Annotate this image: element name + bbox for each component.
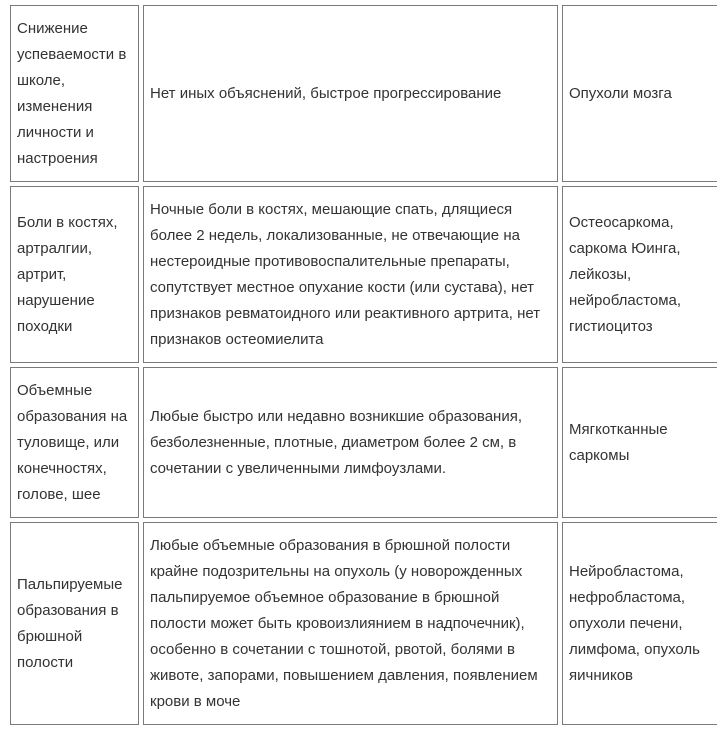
table-row xyxy=(10,5,717,182)
diagnosis-cell: Мягкотканные саркомы xyxy=(562,367,717,518)
symptom-cell: Пальпируемые образования в брюшной полости xyxy=(10,522,139,725)
description-cell: Любые объемные образования в брюшной полости крайне подозрительны на опухоль (у новорожденных пальпируемое объемное образование в брюшной полости может быть кровоизлиянием в надпочечник), особенно в сочетании с тошнотой, рвотой, болями в животе, запорами, повышением давления, появлением крови в моче xyxy=(143,522,558,725)
symptom-cell: Боли в костях, артралгии, артрит, нарушение походки xyxy=(10,186,139,363)
diagnosis-cell: Нейробластома, нефробластома, опухоли печени, лимфома, опухоль яичников xyxy=(562,522,717,725)
description-cell: Ночные боли в костях, мешающие спать, длящиеся более 2 недель, локализованные, не отвечающие на нестероидные противовоспалительные препараты, сопутствует местное опухание кости (или сустава), нет признаков ревматоидного или реактивного артрита, нет признаков остеомиелита xyxy=(143,186,558,363)
symptoms-table xyxy=(6,1,717,729)
table-row xyxy=(10,186,717,363)
symptom-cell: Объемные образования на туловище, или конечностях, голове, шее xyxy=(10,367,139,518)
symptom-cell: Снижение успеваемости в школе, изменения личности и настроения xyxy=(10,5,139,182)
table-row xyxy=(10,367,717,518)
description-cell: Любые быстро или недавно возникшие образования, безболезненные, плотные, диаметром более 2 см, в сочетании с увеличенными лимфоузлами. xyxy=(143,367,558,518)
diagnosis-cell: Опухоли мозга xyxy=(562,5,717,182)
table-row xyxy=(10,522,717,725)
description-cell: Нет иных объяснений, быстрое прогрессирование xyxy=(143,5,558,182)
diagnosis-cell: Остеосаркома, саркома Юинга, лейкозы, нейробластома, гистиоцитоз xyxy=(562,186,717,363)
